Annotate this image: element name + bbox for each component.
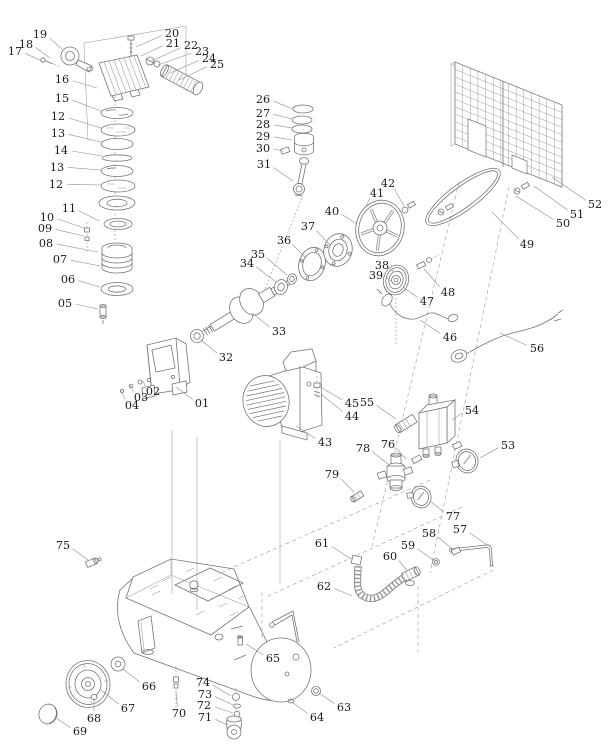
leader-line (273, 101, 293, 109)
part-73-washer (234, 704, 241, 708)
part-76-78-regulator (377, 453, 422, 491)
part-label-24: 24 (201, 51, 217, 65)
part-60-elbow-fitting (402, 566, 422, 586)
valve-plate-stack (85, 108, 136, 253)
part-79-plug (350, 491, 364, 503)
leader-line (158, 53, 192, 65)
leader-line (267, 258, 287, 275)
leader-line (72, 549, 88, 560)
part-label-18: 18 (18, 37, 34, 51)
part-label-37: 37 (300, 219, 316, 233)
part-14-plate (102, 155, 132, 161)
part-label-76: 76 (380, 437, 396, 451)
leader-line (25, 53, 42, 61)
leader-line (36, 48, 50, 58)
leader-line (321, 394, 343, 412)
leader-line (69, 118, 101, 128)
part-label-77: 77 (445, 509, 461, 523)
part-75-bolt (85, 556, 102, 567)
leader-line (72, 151, 102, 156)
part-label-67: 67 (120, 701, 136, 715)
part-label-72: 72 (196, 698, 212, 712)
leader-line (438, 537, 452, 549)
leader-line (420, 320, 440, 334)
part-77-pressure-gauge (406, 484, 434, 511)
part-31-connecting-rod (294, 158, 309, 197)
leader-line (274, 114, 292, 119)
part-label-27: 27 (255, 106, 271, 120)
leader-line (274, 137, 292, 140)
leader-line (342, 214, 357, 224)
part-label-03: 03 (133, 390, 149, 404)
leader-line (516, 196, 553, 220)
part-74-nut (233, 694, 240, 701)
part-65-handle (270, 611, 299, 642)
part-label-62: 62 (316, 579, 332, 593)
part-label-02: 02 (145, 384, 161, 398)
leader-line (469, 533, 487, 545)
leader-line (293, 244, 306, 258)
part-59-ring (433, 559, 440, 566)
part-label-45: 45 (344, 396, 360, 410)
leader-line (273, 168, 293, 181)
part-belt (419, 160, 508, 235)
part-label-19: 19 (32, 27, 48, 41)
part-label-30: 30 (255, 141, 271, 155)
part-label-69: 69 (72, 724, 88, 738)
part-label-74: 74 (195, 675, 211, 689)
part-label-70: 70 (171, 706, 187, 720)
leader-line (394, 189, 404, 206)
part-17-18-screw (41, 58, 60, 67)
part-label-47: 47 (419, 294, 435, 308)
part-label-35: 35 (250, 247, 266, 261)
part-label-53: 53 (500, 438, 516, 452)
leader-line (215, 707, 233, 713)
part-label-23: 23 (194, 44, 210, 58)
part-20-21-bolt (128, 36, 134, 58)
part-label-44: 44 (344, 409, 360, 423)
leader-line (56, 229, 84, 236)
part-06-gasket (101, 283, 133, 296)
part-09-10-screws (85, 222, 90, 252)
leader-line (143, 381, 145, 386)
leader-line (430, 501, 444, 512)
part-40-flywheel (350, 195, 411, 262)
part-label-59: 59 (400, 538, 416, 552)
leader-line (79, 281, 100, 287)
part-label-15: 15 (54, 91, 70, 105)
part-42-screw (402, 201, 415, 213)
leader-line (417, 549, 433, 560)
part-label-06: 06 (60, 272, 76, 286)
leader-line (67, 184, 101, 185)
leader-line (68, 167, 101, 170)
part-66-washer (111, 657, 125, 671)
leader-line (215, 697, 233, 705)
leader-line (79, 211, 99, 221)
leader-line (170, 61, 199, 73)
part-label-73: 73 (197, 687, 213, 701)
part-label-34: 34 (239, 256, 255, 270)
part-label-56: 56 (529, 341, 545, 355)
part-56-power-cord (449, 310, 563, 364)
guard-screw (438, 203, 453, 215)
part-label-17: 17 (7, 44, 23, 58)
part-label-28: 28 (255, 117, 271, 131)
part-label-78: 78 (355, 441, 371, 455)
part-12-gasket (101, 180, 135, 192)
part-label-65: 65 (265, 651, 281, 665)
part-label-26: 26 (255, 92, 271, 106)
part-label-63: 63 (336, 700, 352, 714)
part-label-38: 38 (374, 258, 390, 272)
part-label-41: 41 (369, 186, 385, 200)
leader-line (201, 340, 217, 353)
part-label-13: 13 (50, 126, 66, 140)
leader-line (500, 333, 527, 345)
part-53-pressure-gauge (449, 447, 480, 477)
part-label-71: 71 (197, 710, 213, 724)
part-07-08-cylinder (102, 243, 132, 273)
leader-line (319, 693, 334, 704)
guard-notch (468, 119, 486, 157)
part-label-22: 22 (183, 38, 199, 52)
part-label-31: 31 (256, 157, 272, 171)
leader-line (136, 36, 162, 47)
part-12-gasket (101, 124, 135, 136)
part-label-42: 42 (380, 176, 396, 190)
leader-line (252, 313, 270, 327)
part-label-08: 08 (38, 236, 54, 250)
leader-line (376, 406, 396, 419)
part-label-25: 25 (209, 57, 225, 71)
leader-line (123, 669, 140, 682)
part-65-peg (238, 636, 243, 645)
leader-line (480, 448, 498, 458)
part-label-75: 75 (55, 538, 71, 552)
part-label-66: 66 (141, 679, 157, 693)
leader-line (332, 546, 351, 559)
part-19-bracket (61, 47, 93, 72)
part-67-wheel (62, 657, 113, 711)
part-05-valve (100, 304, 106, 324)
part-label-20: 20 (164, 26, 180, 40)
part-label-33: 33 (271, 324, 287, 338)
part-43-motor (238, 349, 322, 440)
part-55-check-valve (393, 414, 417, 434)
part-label-14: 14 (53, 143, 69, 157)
part-label-60: 60 (382, 549, 398, 563)
part-label-32: 32 (218, 350, 234, 364)
part-13-plate (101, 139, 133, 150)
leader-line (73, 81, 97, 88)
leader-line (334, 588, 352, 596)
part-label-40: 40 (324, 204, 340, 218)
part-71-74-caster (227, 688, 242, 739)
leader-line (403, 287, 417, 297)
part-label-39: 39 (368, 268, 384, 282)
part-label-52: 52 (587, 197, 603, 211)
guard-screw (514, 182, 529, 194)
part-label-04: 04 (124, 398, 140, 412)
part-11-head-plate (99, 196, 135, 210)
leader-line (76, 304, 98, 309)
leader-line (492, 212, 519, 239)
leader-line (56, 718, 70, 728)
leader-line (57, 244, 98, 252)
part-label-49: 49 (519, 237, 535, 251)
leader-line (322, 388, 342, 400)
part-11-gasket (104, 219, 132, 230)
part-label-16: 16 (54, 72, 70, 86)
leader-line (71, 260, 100, 266)
part-54-pressure-switch (419, 394, 462, 458)
leader-line (49, 38, 62, 49)
part-label-57: 57 (452, 522, 468, 536)
leader-line (69, 134, 101, 142)
leader-line (215, 719, 228, 725)
part-label-36: 36 (276, 233, 292, 247)
part-63-ring (312, 687, 321, 696)
part-label-51: 51 (569, 207, 585, 221)
part-label-12: 12 (50, 109, 66, 123)
part-48-bolt (417, 255, 439, 269)
part-label-05: 05 (57, 296, 73, 310)
part-16-cylinder-head (99, 55, 149, 101)
tank-end-cap (251, 638, 311, 702)
part-label-55: 55 (359, 395, 375, 409)
part-label-09: 09 (37, 221, 53, 235)
leader-line (552, 177, 586, 200)
part-13-plate (101, 166, 133, 177)
part-label-54: 54 (464, 403, 480, 417)
part-label-61: 61 (314, 536, 330, 550)
part-label-11: 11 (61, 201, 77, 215)
leader-line (372, 452, 388, 464)
part-label-50: 50 (555, 216, 571, 230)
part-label-64: 64 (309, 710, 325, 724)
part-label-46: 46 (442, 330, 458, 344)
part-70-stud (174, 666, 179, 708)
part-label-01: 01 (194, 396, 210, 410)
leader-line (274, 125, 292, 128)
part-label-21: 21 (165, 36, 181, 50)
part-26-28-piston-rings (292, 105, 313, 133)
leader-line (292, 702, 308, 713)
leader-line (141, 46, 163, 56)
part-label-13: 13 (49, 160, 65, 174)
part-label-12: 12 (48, 177, 64, 191)
part-label-68: 68 (86, 711, 102, 725)
leader-line (534, 186, 568, 210)
part-label-48: 48 (440, 285, 456, 299)
leader-line (398, 560, 407, 570)
part-label-29: 29 (255, 129, 271, 143)
part-69-cap (36, 702, 59, 727)
part-58-fitting (451, 547, 460, 555)
part-29-piston (295, 133, 314, 155)
part-label-10: 10 (39, 210, 55, 224)
part-15-plate (101, 108, 133, 119)
part-label-07: 07 (52, 252, 68, 266)
leader-line (341, 478, 354, 492)
part-label-43: 43 (317, 435, 333, 449)
regulator-screw (412, 455, 422, 464)
part-68-axle-pin (91, 694, 97, 700)
part-label-79: 79 (324, 467, 340, 481)
leader-line (316, 231, 330, 245)
part-label-58: 58 (421, 526, 437, 540)
leader-line (58, 219, 84, 228)
